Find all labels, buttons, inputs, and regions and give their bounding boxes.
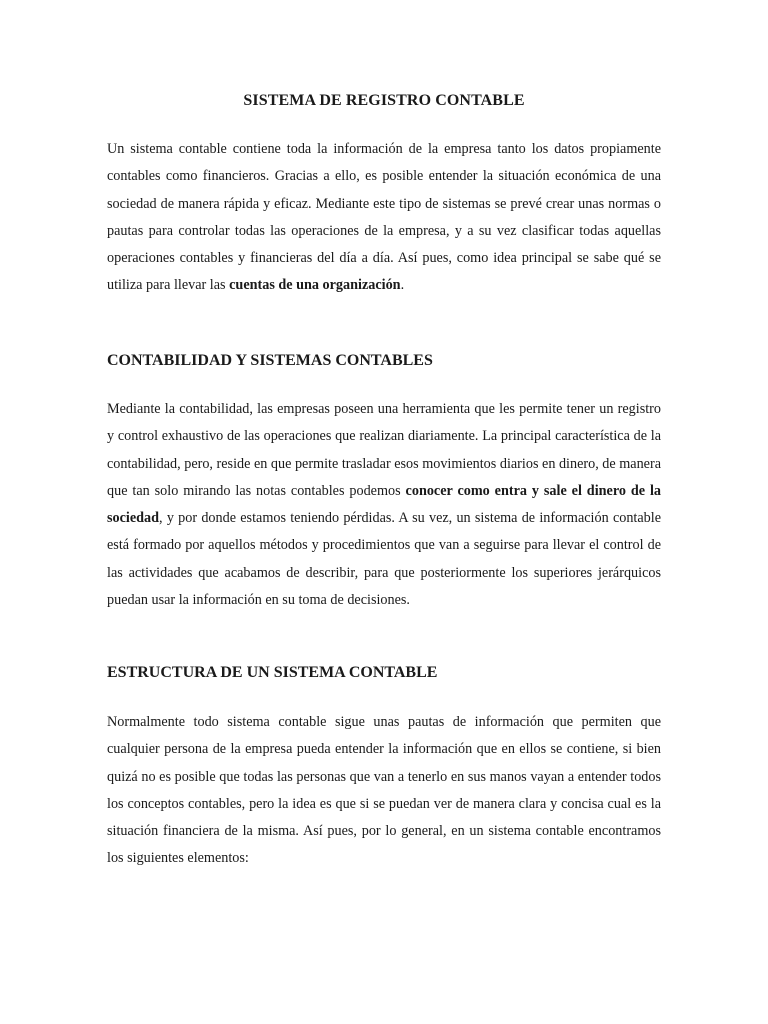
paragraph-contabilidad-end: , y por donde estamos teniendo pérdidas. A su vez, un sistema de información contable está formado por aquellos métodos y procedimientos que van a seguirse para llevar el control de las actividades que acabamos de describir, para que posteriormente los superiores jerárquicos puedan usar la información en su toma de decisiones. xyxy=(107,510,661,609)
paragraph-intro-bold: cuentas de una organización xyxy=(229,277,401,294)
section-heading-contabilidad: CONTABILIDAD Y SISTEMAS CONTABLES xyxy=(107,352,433,369)
paragraph-intro xyxy=(107,136,661,300)
document-title: SISTEMA DE REGISTRO CONTABLE xyxy=(243,92,525,109)
paragraph-estructura: Normalmente todo sistema contable sigue unas pautas de información que permiten que cualquier persona de la empresa pueda entender la información que en ellos se contiene, si bien quizá no es posible que todas las personas que van a tenerlo en sus manos vayan a entender todos los conceptos contables, pero la idea es que si se puedan ver de manera clara y concisa cual es la situación financiera de la misma. Así pues, por lo general, en un sistema contable encontramos los siguientes elementos: xyxy=(107,714,661,867)
paragraph-contabilidad-text: Mediante la contabilidad, las empresas poseen una herramienta que les permite tener un registro y control exhaustivo de las operaciones que realizan diariamente. La principal característica de la contabilidad, pero, reside en que permite trasladar esos movimientos diarios en dinero, de manera que tan solo mirando las notas contables podemos xyxy=(107,401,661,499)
section-heading-estructura: ESTRUCTURA DE UN SISTEMA CONTABLE xyxy=(107,664,438,681)
paragraph-contabilidad-bold: conocer como entra y sale el dinero de la sociedad xyxy=(107,482,661,527)
paragraph-intro-text: Un sistema contable contiene toda la información de la empresa tanto los datos propiamente contables como financieros. Gracias a ello, es posible entender la situación económica de una sociedad de manera rápida y eficaz. Mediante este tipo de sistemas se prevé crear unas normas o pautas para controlar todas las operaciones de la empresa, y a su vez clasificar todas aquellas operaciones contables y financieras del día a día. Así pues, como idea principal se sabe qué se utiliza para llevar las xyxy=(107,141,661,294)
paragraph-contabilidad xyxy=(107,396,661,614)
paragraph-intro-end: . xyxy=(400,277,405,294)
